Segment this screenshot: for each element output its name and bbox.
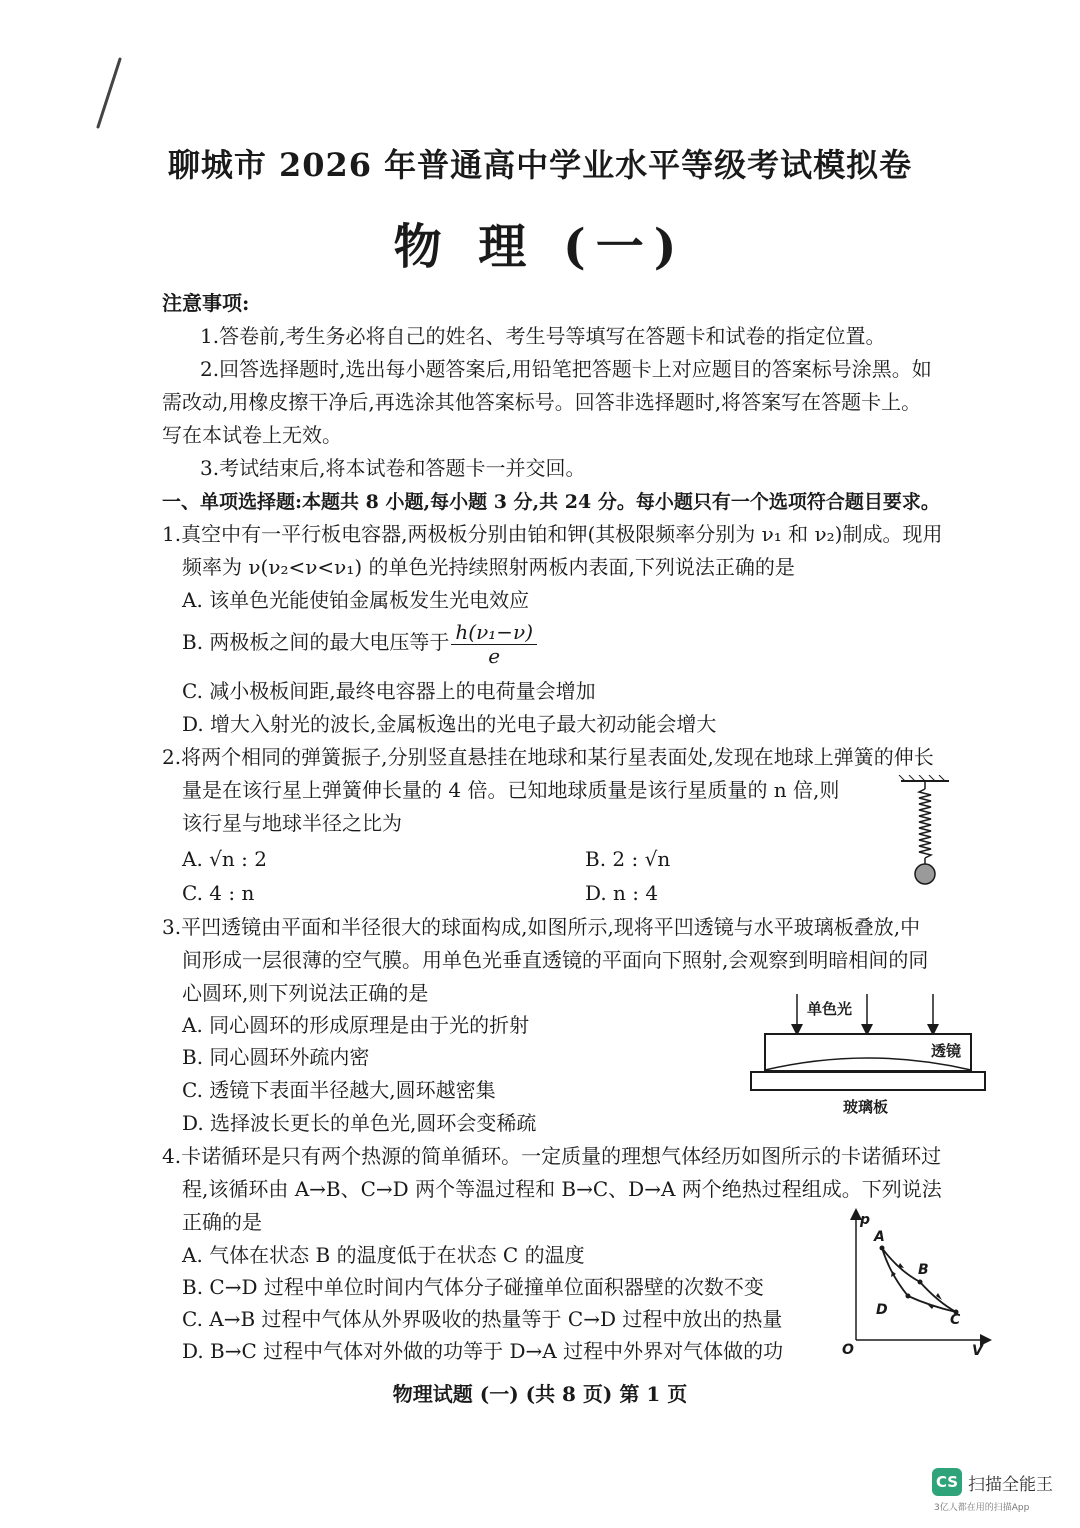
q3-option-a: A. 同心圆环的形成原理是由于光的折射	[182, 1013, 530, 1037]
notice-line-2: 2.回答选择题时,选出每小题答案后,用铅笔把答题卡上对应题目的答案标号涂黑。如	[200, 357, 932, 381]
q1-stem-1: 1.真空中有一平行板电容器,两极板分别由铂和钾(其极限频率分别为 ν₁ 和 ν₂)制成。现用	[162, 522, 943, 546]
pencil-mark	[88, 55, 128, 135]
q4-option-b: B. C→D 过程中单位时间内气体分子碰撞单位面积器壁的次数不变	[182, 1275, 764, 1299]
pv-origin: O	[842, 1342, 854, 1358]
q2-option-a: A. √n : 2	[182, 847, 267, 871]
lens-fig-light-label: 单色光	[807, 1000, 853, 1018]
q3-stem-1: 3.平凹透镜由平面和半径很大的球面构成,如图所示,现将平凹透镜与水平玻璃板叠放,中	[162, 915, 921, 939]
notice-line-3: 需改动,用橡皮擦干净后,再选涂其他答案标号。回答非选择题时,将答案写在答题卡上。	[162, 390, 922, 414]
q1-option-b-text: B. 两极板之间的最大电压等于	[182, 630, 450, 654]
pv-point-b: B	[918, 1262, 929, 1278]
q4-stem-2: 程,该循环由 A→B、C→D 两个等温过程和 B→C、D→A 两个绝热过程组成。下列说法	[182, 1177, 942, 1201]
q2-option-d: D. n : 4	[585, 881, 659, 905]
pv-axis-p: p	[860, 1212, 871, 1228]
scanner-app-name: 扫描全能王	[968, 1475, 1053, 1495]
q1-stem-2: 频率为 ν(ν₂<ν<ν₁) 的单色光持续照射两板内表面,下列说法正确的是	[182, 555, 795, 579]
q3-option-d: D. 选择波长更长的单色光,圆环会变稀疏	[182, 1111, 537, 1135]
q1-option-b-fraction	[451, 620, 537, 667]
scanner-tagline: 3亿人都在用的扫描App	[934, 1503, 1030, 1513]
pv-point-c: C	[950, 1312, 961, 1328]
q1-fraction-numerator: h(ν₁−ν)	[451, 620, 537, 645]
q4-stem-1: 4.卡诺循环是只有两个热源的简单循环。一定质量的理想气体经历如图所示的卡诺循环过	[162, 1144, 942, 1168]
spring-figure	[895, 775, 955, 890]
scanner-logo-icon: CS	[932, 1468, 962, 1496]
pv-axis-v: V	[972, 1343, 983, 1358]
q2-stem-1: 2.将两个相同的弹簧振子,分别竖直悬挂在地球和某行星表面处,发现在地球上弹簧的伸长	[162, 745, 934, 769]
lens-fig-glass-label: 玻璃板	[843, 1098, 889, 1116]
notice-line-1: 1.答卷前,考生务必将自己的姓名、考生号等填写在答题卡和试卷的指定位置。	[200, 324, 886, 348]
lens-figure	[745, 990, 990, 1120]
q1-option-a: A. 该单色光能使铂金属板发生光电效应	[182, 588, 530, 612]
q1-fraction-denominator: e	[488, 644, 501, 668]
q2-option-b: B. 2 : √n	[585, 847, 671, 871]
q3-option-c: C. 透镜下表面半径越大,圆环越密集	[182, 1078, 496, 1102]
q4-option-c: C. A→B 过程中气体从外界吸收的热量等于 C→D 过程中放出的热量	[182, 1307, 783, 1331]
q3-option-b: B. 同心圆环外疏内密	[182, 1045, 370, 1069]
q4-option-d: D. B→C 过程中气体对外做的功等于 D→A 过程中外界对气体做的功	[182, 1339, 784, 1363]
q3-stem-2: 间形成一层很薄的空气膜。用单色光垂直透镜的平面向下照射,会观察到明暗相间的同	[182, 948, 929, 972]
q4-option-a: A. 气体在状态 B 的温度低于在状态 C 的温度	[182, 1243, 585, 1267]
q1-option-d: D. 增大入射光的波长,金属板逸出的光电子最大初动能会增大	[182, 712, 717, 736]
q2-stem-3: 该行星与地球半径之比为	[182, 811, 402, 835]
scanner-watermark	[932, 1466, 1072, 1512]
lens-fig-lens-label: 透镜	[931, 1042, 962, 1060]
q4-stem-3: 正确的是	[182, 1210, 262, 1234]
notice-line-4: 写在本试卷上无效。	[162, 423, 342, 447]
subject-title: 物 理 (一)	[393, 219, 687, 275]
notice-line-5: 3.考试结束后,将本试卷和答题卡一并交回。	[200, 456, 586, 480]
exam-title: 聊城市 2026 年普通高中学业水平等级考试模拟卷	[167, 146, 913, 184]
q1-option-c: C. 减小极板间距,最终电容器上的电荷量会增加	[182, 679, 596, 703]
pv-point-d: D	[876, 1302, 888, 1318]
notice-heading: 注意事项:	[162, 291, 250, 315]
pv-point-a: A	[874, 1229, 885, 1245]
q1-option-b	[182, 620, 537, 667]
q2-stem-2: 量是在该行星上弹簧伸长量的 4 倍。已知地球质量是该行星质量的 n 倍,则	[182, 778, 840, 802]
page-footer: 物理试题 (一) (共 8 页) 第 1 页	[392, 1382, 688, 1406]
q3-stem-3: 心圆环,则下列说法正确的是	[182, 981, 429, 1005]
section-heading: 一、单项选择题:本题共 8 小题,每小题 3 分,共 24 分。每小题只有一个选项符合题目要求。	[162, 491, 940, 513]
carnot-pv-figure	[838, 1208, 993, 1358]
q2-option-c: C. 4 : n	[182, 881, 255, 905]
